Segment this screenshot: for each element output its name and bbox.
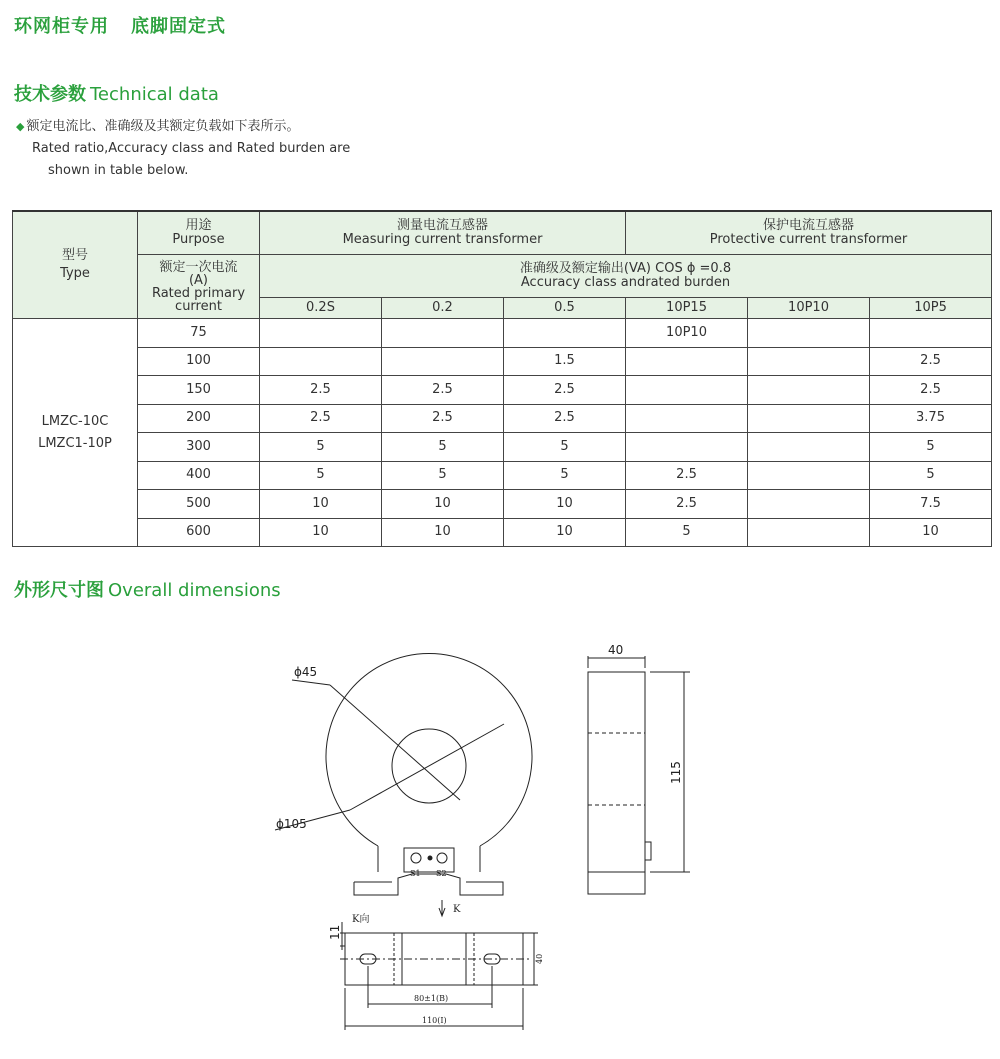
burden-cell: 5: [870, 461, 992, 490]
rated-current-cell: 150: [138, 376, 260, 405]
type-header-zh: 型号: [61, 248, 88, 263]
burden-cell: 5: [382, 433, 504, 462]
burden-cell: 10: [260, 518, 382, 547]
class-header: 0.5: [504, 298, 626, 319]
burden-cell: 2.5: [504, 376, 626, 405]
model-line-2: LMZC1-10P: [38, 435, 112, 451]
burden-cell: 2.5: [504, 404, 626, 433]
slot-label: 11: [328, 924, 342, 940]
rated-current-cell: 300: [138, 433, 260, 462]
accuracy-header-zh: 准确级及额定输出(VA) COS ϕ =0.8: [519, 261, 732, 276]
rated-current-cell: 200: [138, 404, 260, 433]
technical-data-heading-zh: 技术参数: [14, 84, 86, 105]
dimensions-heading-en: Overall dimensions: [108, 580, 281, 601]
width-label: 40: [608, 643, 624, 657]
length-label: 110(I): [422, 1016, 447, 1025]
terminal-s1-label: S1: [410, 869, 421, 878]
inner-leader: [292, 680, 330, 685]
outer-diameter-label: ϕ105: [276, 817, 307, 831]
rated-current-cell: 500: [138, 490, 260, 519]
rated-current-cell: 75: [138, 319, 260, 348]
burden-cell: 10: [382, 518, 504, 547]
note-line-1: 额定电流比、准确级及其额定负载如下表所示。: [26, 119, 300, 134]
hole-span-label: 80±1(B): [414, 994, 449, 1003]
accuracy-header-en: Accuracy class andrated burden: [520, 275, 731, 290]
protective-header-zh: 保护电流互感器: [763, 218, 855, 233]
view-k-label: K: [453, 904, 461, 915]
inner-diameter-label: ϕ45: [294, 665, 318, 679]
burden-cell: 2.5: [870, 376, 992, 405]
terminal-screw-s2-icon: [437, 853, 447, 863]
outer-ring: [326, 654, 532, 846]
burden-cell: 5: [504, 433, 626, 462]
burden-cell: 10: [382, 490, 504, 519]
burden-cell: 2.5: [626, 461, 748, 490]
rated-current-header-en1: Rated primary: [151, 285, 246, 301]
purpose-header-en: Purpose: [172, 232, 225, 247]
burden-cell: 5: [504, 461, 626, 490]
burden-cell: 5: [260, 433, 382, 462]
front-view: [275, 654, 532, 916]
note-line-3: shown in table below.: [48, 163, 189, 178]
burden-cell: 1.5: [504, 347, 626, 376]
burden-cell: 3.75: [870, 404, 992, 433]
burden-cell: 2.5: [260, 404, 382, 433]
side-terminal: [645, 842, 651, 860]
measuring-header-zh: 测量电流互感器: [397, 218, 489, 233]
model-line-1: LMZC-10C: [41, 413, 109, 429]
inner-diameter-line: [330, 685, 460, 800]
rated-current-cell: 600: [138, 518, 260, 547]
burden-cell: 5: [382, 461, 504, 490]
note-line-2: Rated ratio,Accuracy class and Rated burden are: [32, 141, 351, 156]
class-header: 10P10: [748, 298, 870, 319]
bottom-view: [340, 922, 538, 1030]
burden-cell: 10: [870, 518, 992, 547]
rated-current-cell: 100: [138, 347, 260, 376]
measuring-header-en: Measuring current transformer: [342, 232, 543, 247]
burden-cell: 10P10: [626, 319, 748, 348]
rated-current-header-zh: 额定一次电流: [159, 259, 238, 275]
type-header-en: Type: [60, 266, 90, 281]
rated-current-cell: 400: [138, 461, 260, 490]
purpose-header-zh: 用途: [185, 218, 212, 233]
base-plate: [354, 874, 503, 895]
burden-cell: 5: [260, 461, 382, 490]
depth-label: 40: [535, 953, 544, 964]
rated-current-header-en2: current: [175, 298, 222, 314]
terminal-dot-icon: [428, 856, 432, 860]
class-header: 0.2S: [260, 298, 382, 319]
burden-cell: 2.5: [870, 347, 992, 376]
technical-data-heading-en: Technical data: [90, 84, 219, 105]
burden-cell: 2.5: [626, 490, 748, 519]
view-k-direction-label: K向: [352, 914, 370, 925]
terminal-screw-s1-icon: [411, 853, 421, 863]
height-label: 115: [669, 761, 683, 784]
rated-current-header-unit: (A): [188, 272, 209, 288]
burden-cell: 10: [260, 490, 382, 519]
protective-header-en: Protective current transformer: [709, 232, 908, 247]
burden-cell: 10: [504, 490, 626, 519]
dimensions-heading-zh: 外形尺寸图: [14, 580, 104, 601]
class-header: 10P15: [626, 298, 748, 319]
burden-cell: 5: [870, 433, 992, 462]
class-header: 10P5: [870, 298, 992, 319]
outer-diameter-line: [350, 724, 504, 810]
class-header: 0.2: [382, 298, 504, 319]
burden-cell: 2.5: [382, 404, 504, 433]
diamond-bullet-icon: ◆: [16, 120, 25, 133]
burden-cell: 2.5: [382, 376, 504, 405]
side-body: [588, 672, 645, 894]
burden-cell: 7.5: [870, 490, 992, 519]
terminal-s2-label: S2: [436, 869, 447, 878]
title-part1: 环网柜专用: [14, 16, 109, 37]
burden-cell: 5: [626, 518, 748, 547]
title-part2: 底脚固定式: [131, 16, 226, 37]
burden-cell: 10: [504, 518, 626, 547]
burden-cell: 2.5: [260, 376, 382, 405]
